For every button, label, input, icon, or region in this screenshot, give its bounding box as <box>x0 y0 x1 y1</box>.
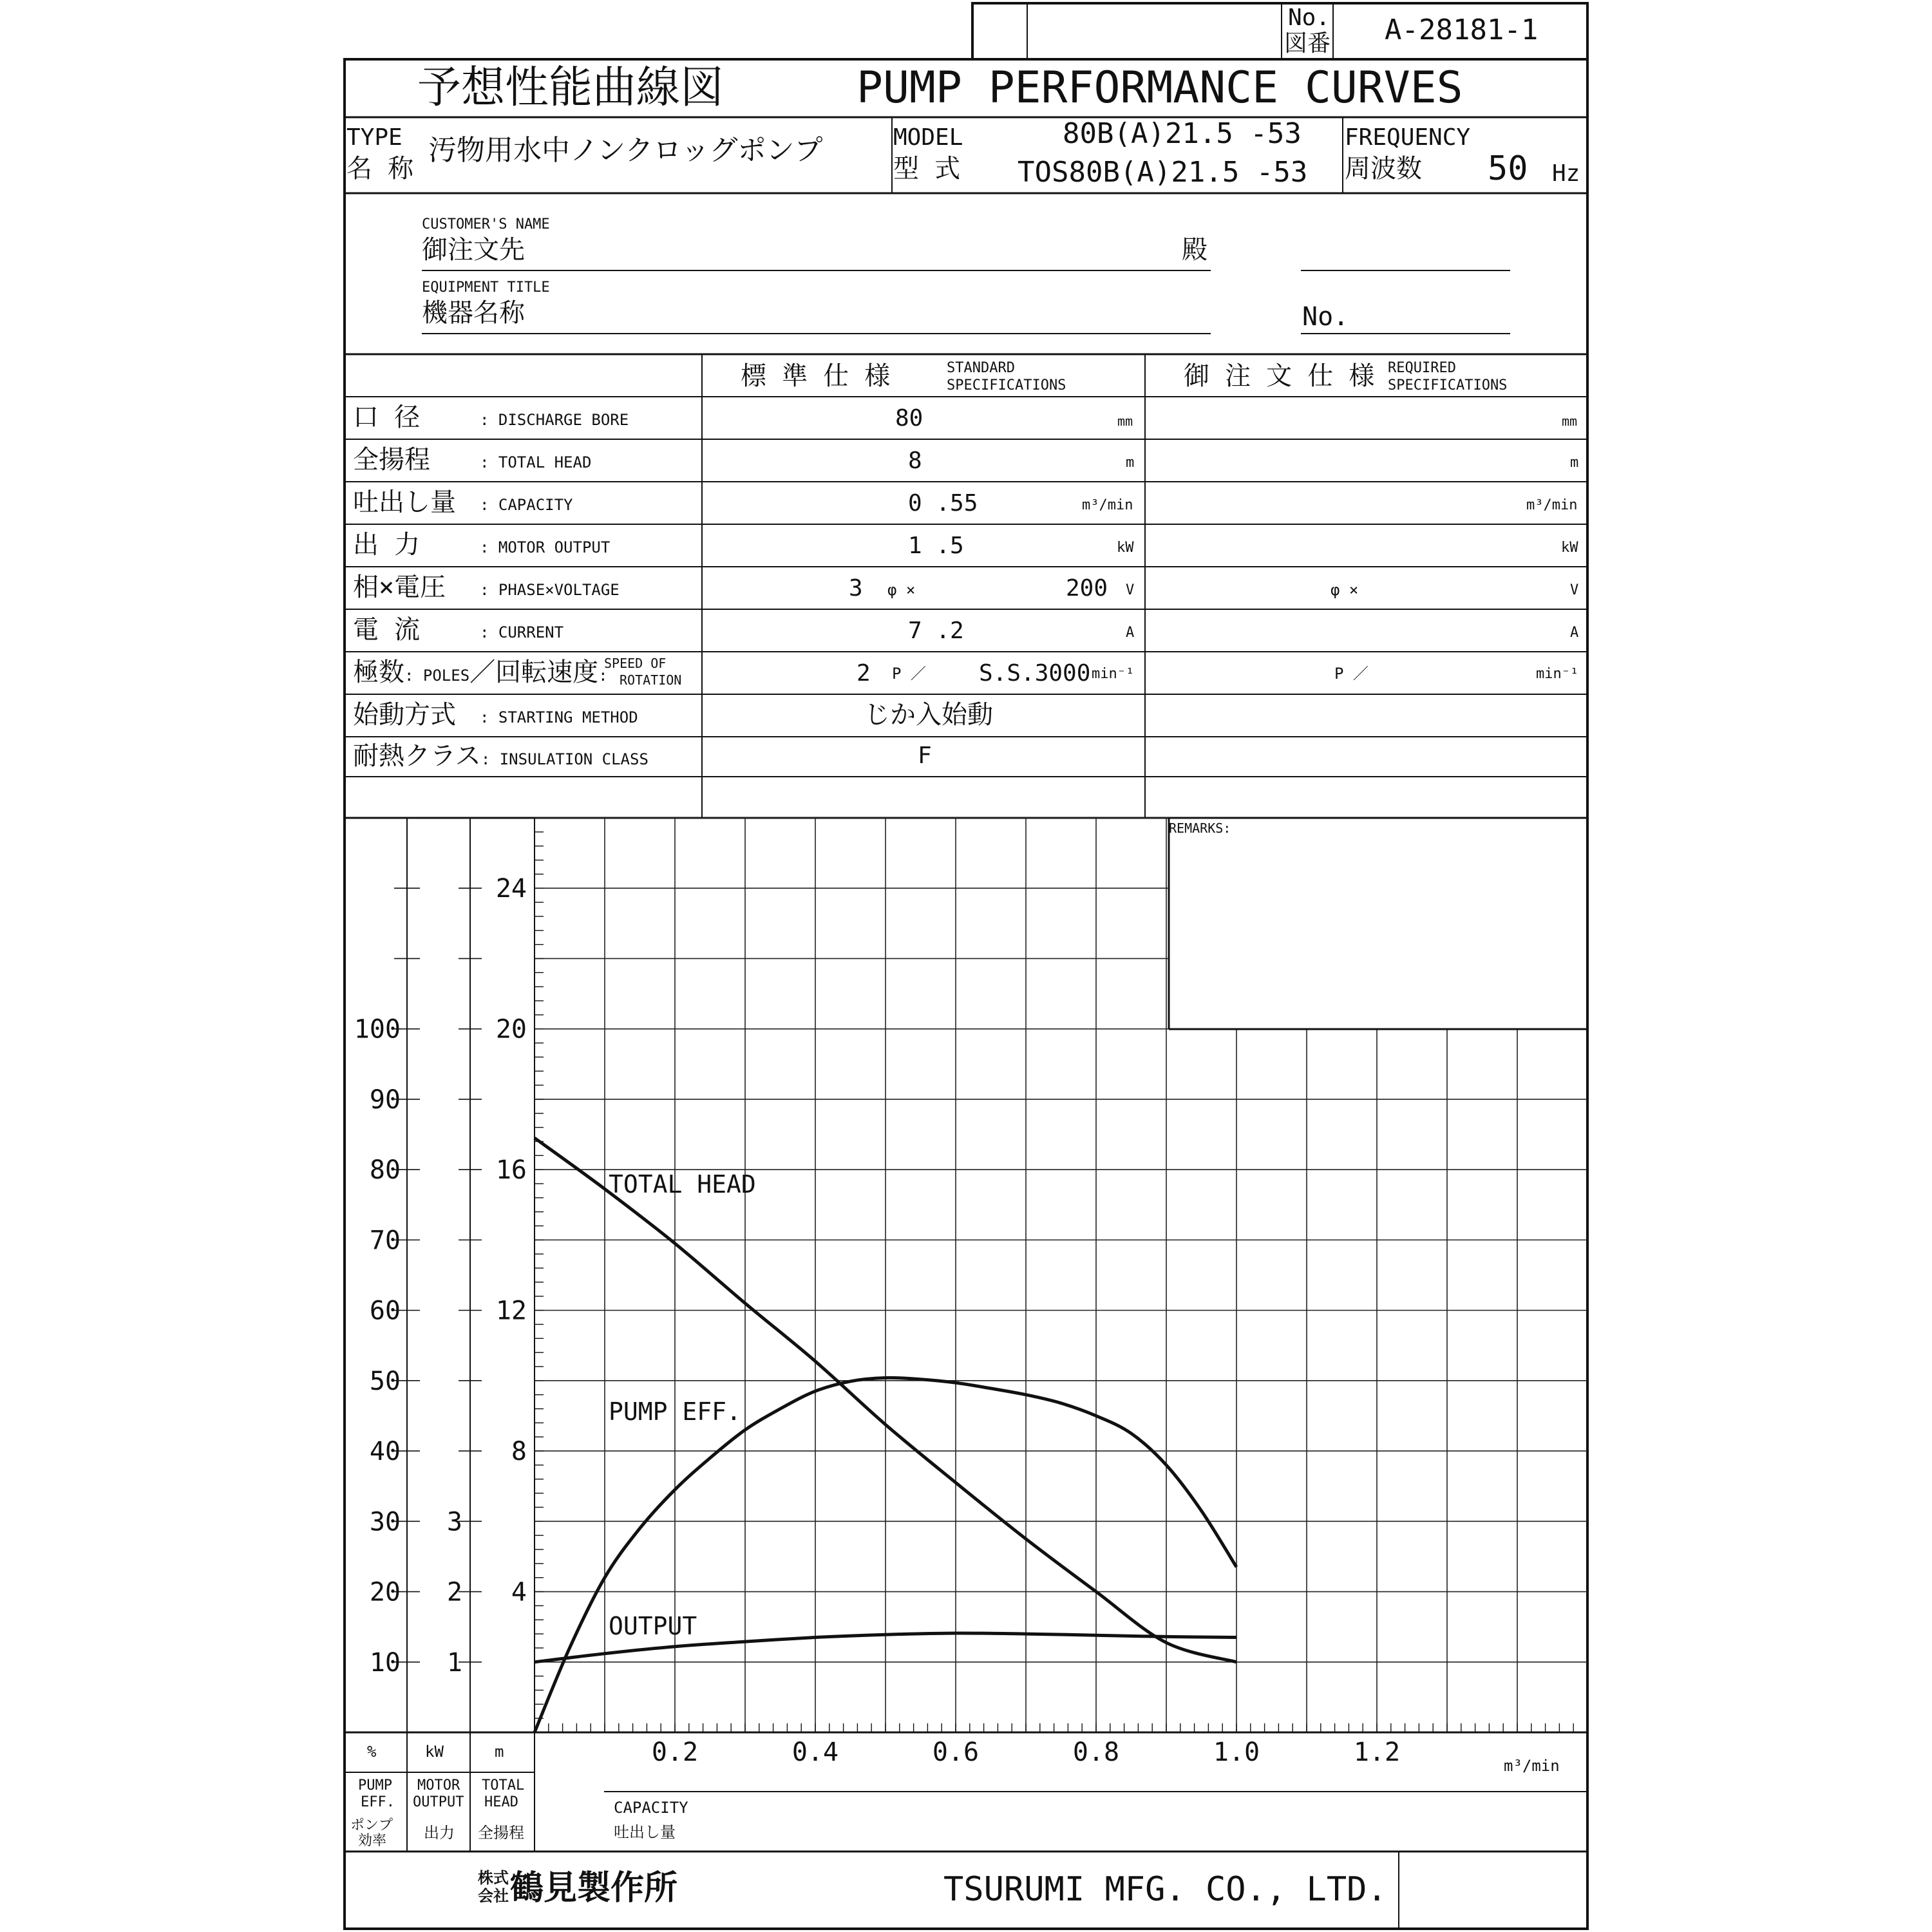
eff-tick-label: 40 <box>369 1437 401 1467</box>
zuban-label: 図番 <box>1284 30 1331 57</box>
x-tick-label: 1.0 <box>1213 1738 1260 1767</box>
eff-tick-label: 80 <box>369 1155 401 1186</box>
spec-label-en: : CURRENT <box>480 623 564 641</box>
spec-label-en: : PHASE×VOLTAGE <box>480 581 620 599</box>
capacity-label-en: CAPACITY <box>614 1799 688 1817</box>
spec-unit: V <box>1126 582 1135 598</box>
type-label-en: TYPE <box>346 124 402 151</box>
req-unit: m <box>1570 455 1579 471</box>
equipment-label-en: EQUIPMENT TITLE <box>422 279 550 296</box>
spec-value2: S.S.3000 <box>979 660 1091 687</box>
x-unit: m³/min <box>1504 1757 1560 1775</box>
frequency-label-en: FREQUENCY <box>1345 124 1471 151</box>
spec-label-jp: 全揚程 <box>353 445 430 475</box>
curve-label-output: OUTPUT <box>609 1612 697 1640</box>
spec-value2: 200 <box>1066 575 1108 601</box>
spec-label-jp: 出 力 <box>353 530 421 560</box>
required-spec-jp: 御 注 文 仕 様 <box>1184 361 1375 391</box>
head-tick-label: 4 <box>511 1577 527 1607</box>
req-unit: V <box>1570 582 1579 598</box>
model-2: TOS80B(A)21.5 -53 <box>1018 156 1308 189</box>
x-tick-label: 0.6 <box>932 1738 980 1767</box>
req-unit: kW <box>1561 540 1578 556</box>
eff-label-jp-1: ポンプ <box>350 1817 393 1833</box>
eff-label-jp-2: 効率 <box>358 1833 387 1849</box>
spec-label-jp: 電 流 <box>353 615 421 645</box>
req-unit: mm <box>1562 413 1578 429</box>
spec-label-jp: 極数: POLES／回転速度: <box>353 658 608 687</box>
frequency-value: 50 <box>1488 149 1528 188</box>
spec-unit: A <box>1126 625 1135 641</box>
curve-label-pump-eff: PUMP EFF. <box>609 1397 741 1426</box>
eff-tick-label: 20 <box>369 1577 401 1607</box>
standard-spec-en-1: STANDARD <box>947 360 1015 376</box>
req-mid: P ／ <box>1334 665 1368 683</box>
honorific: 殿 <box>1182 235 1208 265</box>
spec-value: 1 .5 <box>908 533 964 559</box>
head-unit: m <box>495 1743 504 1761</box>
required-spec-en-2: SPECIFICATIONS <box>1388 377 1508 393</box>
spec-value: 2 <box>857 660 871 687</box>
output-tick-label: 2 <box>446 1577 462 1607</box>
no-label: No. <box>1288 5 1331 31</box>
spec-label-en: : DISCHARGE BORE <box>480 411 629 429</box>
x-tick-label: 0.8 <box>1072 1738 1120 1767</box>
required-spec-en-1: REQUIRED <box>1388 360 1456 376</box>
eff-label-en-1: PUMP <box>358 1777 392 1794</box>
remarks-label: REMARKS: <box>1169 820 1231 836</box>
x-tick-label: 0.4 <box>791 1738 839 1767</box>
type-label-jp: 名 称 <box>346 154 414 184</box>
frequency-unit: Hz <box>1552 160 1580 187</box>
spec-unit: kW <box>1117 540 1134 556</box>
eff-tick-label: 60 <box>369 1296 401 1326</box>
spec-value: F <box>918 743 932 769</box>
output-label-jp: 出力 <box>424 1824 455 1842</box>
capacity-label-jp: 吐出し量 <box>614 1823 676 1841</box>
spec-label-en: : TOTAL HEAD <box>480 453 592 471</box>
model-label-en: MODEL <box>893 124 963 151</box>
spec-label-en-speed-1: SPEED OF <box>604 656 667 671</box>
spec-label-en: : MOTOR OUTPUT <box>480 538 611 556</box>
output-unit: kW <box>425 1743 444 1761</box>
spec-label-jp: 耐熱クラス: INSULATION CLASS <box>353 741 649 771</box>
output-label-en-1: MOTOR <box>417 1777 460 1794</box>
head-label-en-2: HEAD <box>484 1794 518 1810</box>
spec-mid: P ／ <box>892 665 926 683</box>
standard-spec-en-2: SPECIFICATIONS <box>947 377 1066 393</box>
company-name-jp: 鶴見製作所 <box>510 1868 678 1908</box>
output-tick-label: 1 <box>446 1647 462 1678</box>
company-prefix-1: 株式 <box>478 1868 509 1887</box>
eff-tick-label: 30 <box>369 1507 401 1537</box>
company-prefix-2: 会社 <box>478 1886 509 1905</box>
title-jp: 予想性能曲線図 <box>417 62 724 113</box>
spec-label-en-speed-2: ROTATION <box>620 672 682 688</box>
customer-label-jp: 御注文先 <box>422 235 525 265</box>
eff-tick-label: 70 <box>369 1226 401 1256</box>
head-tick-label: 20 <box>495 1014 527 1045</box>
spec-value: 80 <box>895 405 923 431</box>
head-label-en-1: TOTAL <box>482 1777 525 1794</box>
head-tick-label: 8 <box>511 1437 527 1467</box>
title-en: PUMP PERFORMANCE CURVES <box>857 62 1463 113</box>
spec-unit: m³/min <box>1082 497 1133 513</box>
head-tick-label: 12 <box>495 1296 527 1326</box>
spec-label-jp: 始動方式 <box>353 700 456 730</box>
eff-tick-label: 10 <box>369 1647 401 1678</box>
model-1: 80B(A)21.5 -53 <box>1063 117 1302 150</box>
eff-tick-label: 100 <box>354 1014 401 1045</box>
type-value: 汚物用水中ノンクロッグポンプ <box>428 134 823 167</box>
spec-label-jp: 口 径 <box>353 402 421 432</box>
eff-unit: % <box>367 1743 377 1761</box>
eff-tick-label: 50 <box>369 1366 401 1396</box>
equipment-label-jp: 機器名称 <box>422 298 525 328</box>
req-unit: m³/min <box>1526 497 1578 513</box>
spec-label-en: : CAPACITY <box>480 496 573 514</box>
curve-label-total-head: TOTAL HEAD <box>609 1170 756 1198</box>
spec-label-jp: 相×電圧 <box>353 573 446 602</box>
spec-label-jp: 吐出し量 <box>353 488 456 517</box>
eff-label-en-2: EFF. <box>361 1794 395 1810</box>
frequency-label-jp: 周波数 <box>1345 154 1422 184</box>
spec-value: 0 .55 <box>908 490 978 516</box>
spec-unit: min⁻¹ <box>1092 666 1135 682</box>
req-mid: φ × <box>1331 581 1359 599</box>
head-tick-label: 16 <box>495 1155 527 1186</box>
model-label-jp: 型 式 <box>893 154 961 184</box>
spec-value: 7 .2 <box>908 618 964 644</box>
company-name-en: TSURUMI MFG. CO., LTD. <box>943 1870 1387 1909</box>
spec-unit: m <box>1126 455 1135 471</box>
equipment-no-label: No. <box>1302 302 1349 332</box>
output-tick-label: 3 <box>446 1507 462 1537</box>
spec-label-en: : STARTING METHOD <box>480 708 638 726</box>
head-label-jp: 全揚程 <box>478 1824 524 1842</box>
req-unit: min⁻¹ <box>1536 666 1579 682</box>
req-unit: A <box>1570 625 1579 641</box>
spec-value: 3 <box>849 575 863 601</box>
customer-label-en: CUSTOMER'S NAME <box>422 216 550 232</box>
spec-mid: φ × <box>887 581 916 599</box>
spec-unit: mm <box>1117 413 1133 429</box>
standard-spec-jp: 標 準 仕 様 <box>741 361 891 391</box>
head-tick-label: 24 <box>495 874 527 904</box>
drawing-number: A-28181-1 <box>1385 14 1539 46</box>
eff-tick-label: 90 <box>369 1084 401 1115</box>
output-label-en-2: OUTPUT <box>413 1794 464 1810</box>
spec-value: 8 <box>908 448 922 474</box>
spec-value: じか入始動 <box>864 700 993 730</box>
x-tick-label: 0.2 <box>651 1738 699 1767</box>
x-tick-label: 1.2 <box>1353 1738 1401 1767</box>
